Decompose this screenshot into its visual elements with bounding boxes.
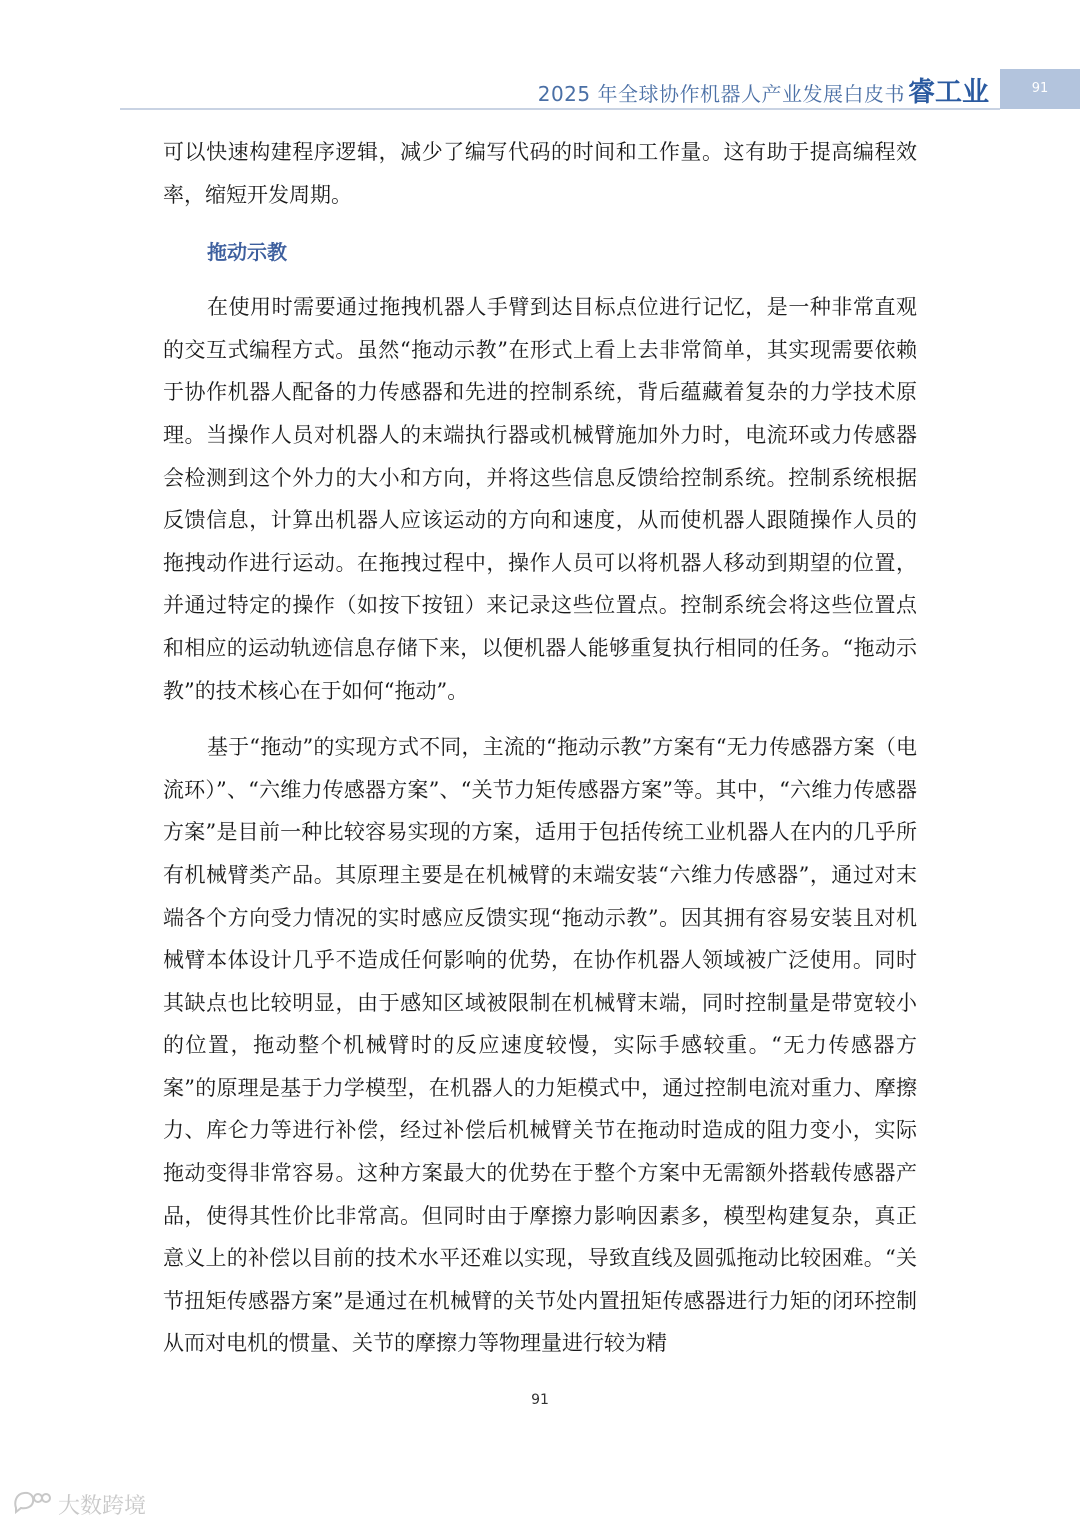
body-paragraph-1: 在使用时需要通过拖拽机器人手臂到达目标点位进行记忆，是一种非常直观的交互式编程方式。虽然“拖动示教”在形式上看上去非常简单，其实现需要依赖于协作机器人配备的力传感器和先进的控制系统，背后蕴藏着复杂的力学技术原理。当操作人员对机器人的末端执行器或机械臂施加外力时，电流环或力传感器会检测到这个外力的大小和方向，并将这些信息反馈给控制系统。控制系统根据反馈信息，计算出机器人应该运动的方向和速度，从而使机器人跟随操作人员的拖拽动作进行运动。在拖拽过程中，操作人员可以将机器人移动到期望的位置，并通过特定的操作（如按下按钮）来记录这些位置点。控制系统会将这些位置点和相应的运动轨迹信息存储下来，以便机器人能够重复执行相同的任务。“拖动示教”的技术核心在于如何“拖动”。 (163, 295, 917, 703)
header-title: 2025 年全球协作机器人产业发展白皮书 (537, 82, 905, 106)
watermark-text: 大数跨境 (58, 1493, 147, 1519)
watermark (12, 1488, 146, 1520)
section-heading: 拖动示教 (207, 240, 287, 265)
page-tab: 91 (1000, 69, 1080, 109)
header-rule (120, 108, 1000, 110)
brand-logo: 睿工业 (908, 77, 989, 108)
page-content (163, 131, 917, 1365)
chat-bubble-logo-icon (12, 1488, 52, 1520)
page-number: 91 (531, 1392, 549, 1408)
body-paragraph-2: 基于“拖动”的实现方式不同，主流的“拖动示教”方案有“无力传感器方案（电流环）”、“六维力传感器方案”、“关节力矩传感器方案”等。其中，“六维力传感器方案”是目前一种比较容易实现的方案，适用于包括传统工业机器人在内的几乎所有机械臂类产品。其原理主要是在机械臂的末端安装“六维力传感器”，通过对末端各个方向受力情况的实时感应反馈实现“拖动示教”。因其拥有容易安装且对机械臂本体设计几乎不造成任何影响的优势，在协作机器人领域被广泛使用。同时其缺点也比较明显，由于感知区域被限制在机械臂末端，同时控制量是带宽较小的位置，拖动整个机械臂时的反应速度较慢，实际手感较重。“无力传感器方案”的原理是基于力学模型，在机器人的力矩模式中，通过控制电流对重力、摩擦力、库仑力等进行补偿，经过补偿后机械臂关节在拖动时造成的阻力变小，实际拖动变得非常容易。这种方案最大的优势在于整个方案中无需额外搭载传感器产品，使得其性价比非常高。但同时由于摩擦力影响因素多，模型构建复杂，真正意义上的补偿以目前的技术水平还难以实现，导致直线及圆弧拖动比较困难。“关节扭矩传感器方案”是通过在机械臂的关节处内置扭矩传感器进行力矩的闭环控制从而对电机的惯量、关节的摩擦力等物理量进行较为精 (163, 735, 917, 1356)
intro-paragraph: 可以快速构建程序逻辑，减少了编写代码的时间和工作量。这有助于提高编程效率，缩短开发周期。 (163, 140, 917, 207)
